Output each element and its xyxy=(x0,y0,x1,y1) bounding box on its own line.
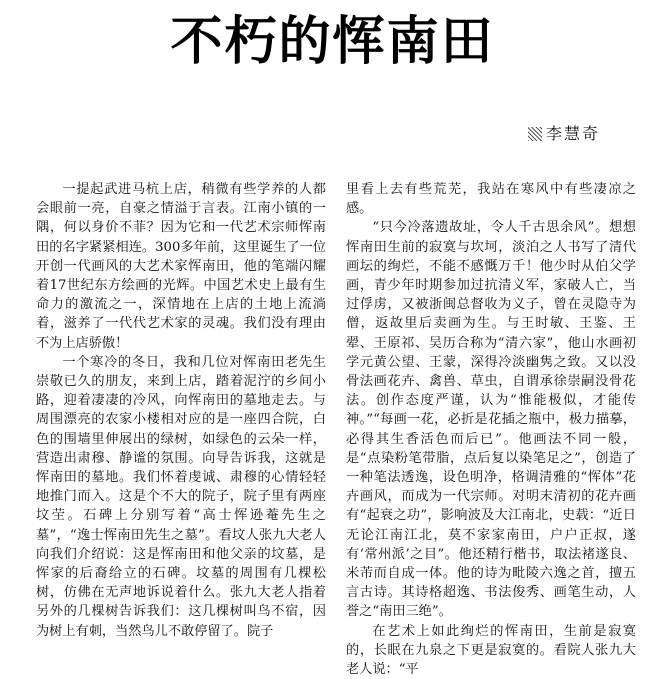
right-column xyxy=(346,180,636,679)
article-title: 不朽的恽南田 xyxy=(170,12,495,72)
byline-marker-icon xyxy=(528,127,542,141)
paragraph: 里看上去有些荒芜，我站在寒风中有些凄凉之感。 xyxy=(346,182,636,217)
left-column xyxy=(36,180,326,641)
author-name: 李慧奇 xyxy=(546,124,601,143)
paragraph: 一个寒冷的冬日，我和几位对恽南田老先生崇敬已久的朋友，来到上店，踏着泥泞的乡间小路，迎着凄凄的冷风，向恽南田的墓地走去。与周围漂亮的农家小楼相对应的是一座四合院，白色的围墙里伸展出的绿树，如绿色的云朵一样，营造出肃穆、静谧的氛围。向导告诉我，这就是恽南田的墓地。我们怀着虔诚、肃穆的心情轻轻地推门而入。这是个不大的院子，院子里有两座坟茔。石碑上分别写着“高士恽逊菴先生之墓”，“逸士恽南田先生之墓”。看坟人张九大老人向我们介绍说：这是恽南田和他父亲的坟墓，是恽家的后裔给立的石碑。坟墓的周围有几棵松树，仿佛在无声地诉说着什么。张九大老人指着另外的几棵树告诉我们：这几棵树叫鸟不宿，因为树上有刺，当然鸟儿不敢停留了。院子 xyxy=(36,354,326,639)
paragraph: “只今冷落遗故址，令人千古思余风”。想想恽南田生前的寂寞与坎坷，淡泊之人书写了清代画坛的绚烂，不能不感慨万千！他少时从伯父学画，青少年时期参加过抗清义军，家破人亡，当过俘虏，又被浙闽总督收为义子，曾在灵隐寺为僧，返故里后卖画为生。与王时敏、王鉴、王翚、王原祁、吴历合称为“清六家”，他山水画初学元黄公望、王蒙，深得冷淡幽隽之致。又以没骨法画花卉、禽兽、草虫，自谓承徐崇嗣没骨花法。创作态度严谨，认为“惟能极似，才能传神。”“每画一花，必折是花插之瓶中，极力描摹，必得其生香活色而后已”。他画法不同一般，是“点染粉笔带脂，点后复以染笔足之”，创造了一种笔法透逸，设色明净，格调清雅的“恽体”花卉画风，而成为一代宗师。对明末清初的花卉画有“起衰之功”，影响波及大江南北，史载：“近日无论江南江北，莫不家家南田，户户正叔，遂有‘常州派’之目”。他还精行楷书，取法褚遂良、米芾而自成一体。他的诗为毗陵六逸之首，擅五言古诗。其诗格超逸、书法俊秀、画笔生动，人誉之“南田三绝”。 xyxy=(346,220,636,620)
paragraph: 一提起武进马杭上店，稍微有些学养的人都会眼前一亮，自豪之情溢于言表。江南小镇的一隅，何以身价不菲？因为它和一代艺术宗师恽南田的名字紧紧相连。300多年前，这里诞生了一位开创一代画风的大艺术家恽南田，他的笔端闪耀着17世纪东方绘画的光辉。中国艺术史上最有生命力的激流之一，深情地在上店的土地上流淌着，滋养了一代代艺术家的灵魂。我们没有理由不为上店骄傲！ xyxy=(36,182,326,351)
author-byline xyxy=(528,124,600,144)
paragraph: 在艺术上如此绚烂的恽南田，生前是寂寞的，长眠在九泉之下更是寂寞的。看院人张九大老人说：“平 xyxy=(346,623,636,678)
